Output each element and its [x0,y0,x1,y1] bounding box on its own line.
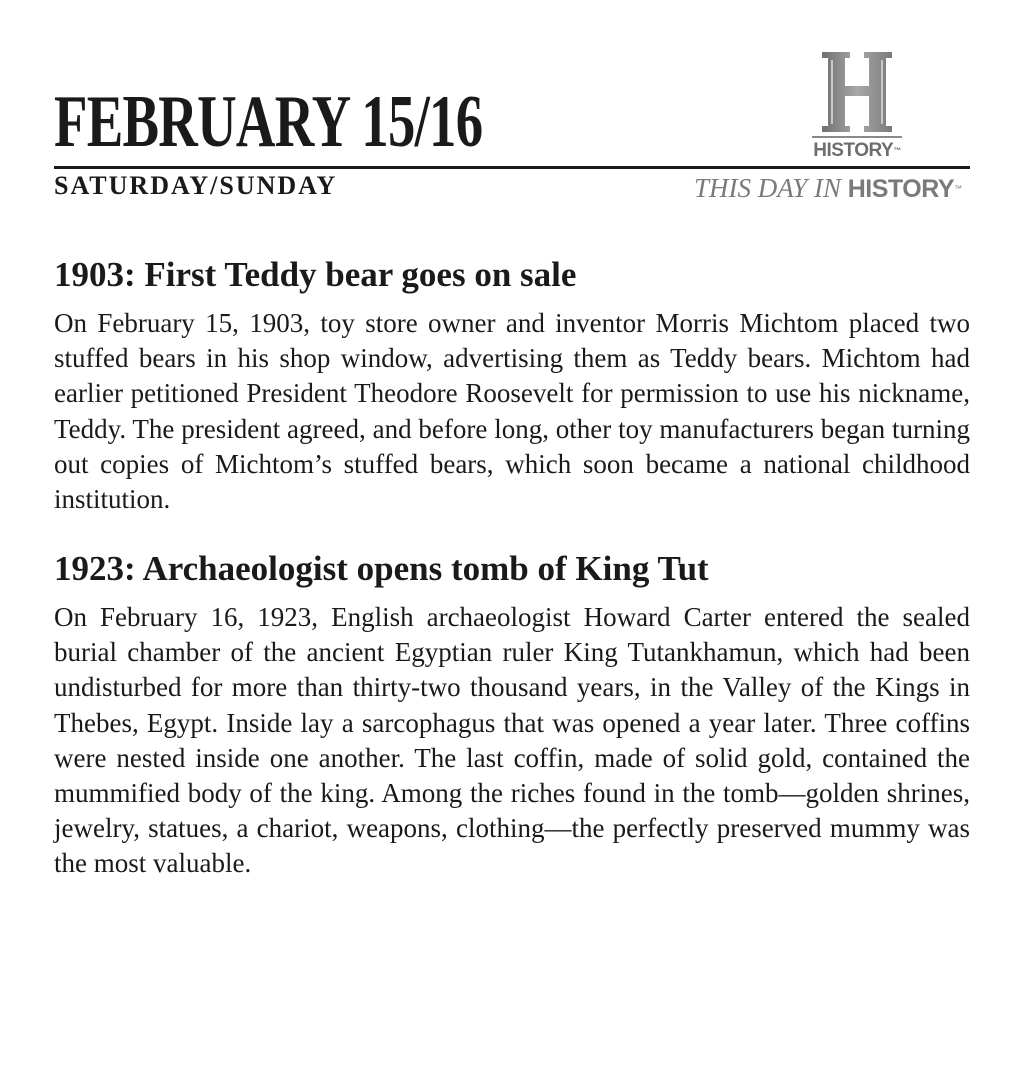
calendar-page [54,0,970,1077]
entry-title: 1923: Archaeologist opens tomb of King Tut [54,549,709,588]
history-h-icon [820,50,894,134]
history-entry [54,546,970,882]
logo-word: HISTORY [813,140,894,161]
logo-trademark: ™ [893,146,901,155]
entry-body: On February 15, 1903, toy store owner and inventor Morris Michtom placed two stuffed bears in his shop window, advertising them as Teddy bears. Michtom had earlier petitioned President Theodore Roosevelt for permission to use his nickname, Teddy. The president agreed, and before long, other toy manufacturers began turning out copies of Michtom’s stuffed bears, which soon became a national childhood institution. [54,308,970,515]
entry-body: On February 16, 1923, English archaeologist Howard Carter entered the sealed burial chamber of the ancient Egyptian ruler King Tutankhamun, which had been undisturbed for more than thirty-two thousand years, in the Valley of the Kings in Thebes, Egypt. Inside lay a sarcophagus that was opened a year later. Three coffins were nested inside one another. The last coffin, made of solid gold, contained the mummified body of the king. Among the riches found in the tomb—golden shrines, jewelry, statues, a chariot, weapons, clothing—the perfectly preserved mummy was the most valuable. [54,602,970,879]
tagline-brand: HISTORY [847,175,954,203]
tagline [694,172,962,205]
logo-wordmark [806,140,908,162]
history-entry [54,252,970,517]
tagline-prefix: THIS DAY IN [693,173,848,203]
day-label: SATURDAY/SUNDAY [54,171,338,200]
page-title: FEBRUARY 15/16 [54,81,483,163]
entry-title: 1903: First Teddy bear goes on sale [54,255,577,294]
history-logo [806,50,908,165]
header-divider [54,166,970,169]
logo-divider [812,136,902,138]
tagline-trademark: ™ [954,184,962,193]
